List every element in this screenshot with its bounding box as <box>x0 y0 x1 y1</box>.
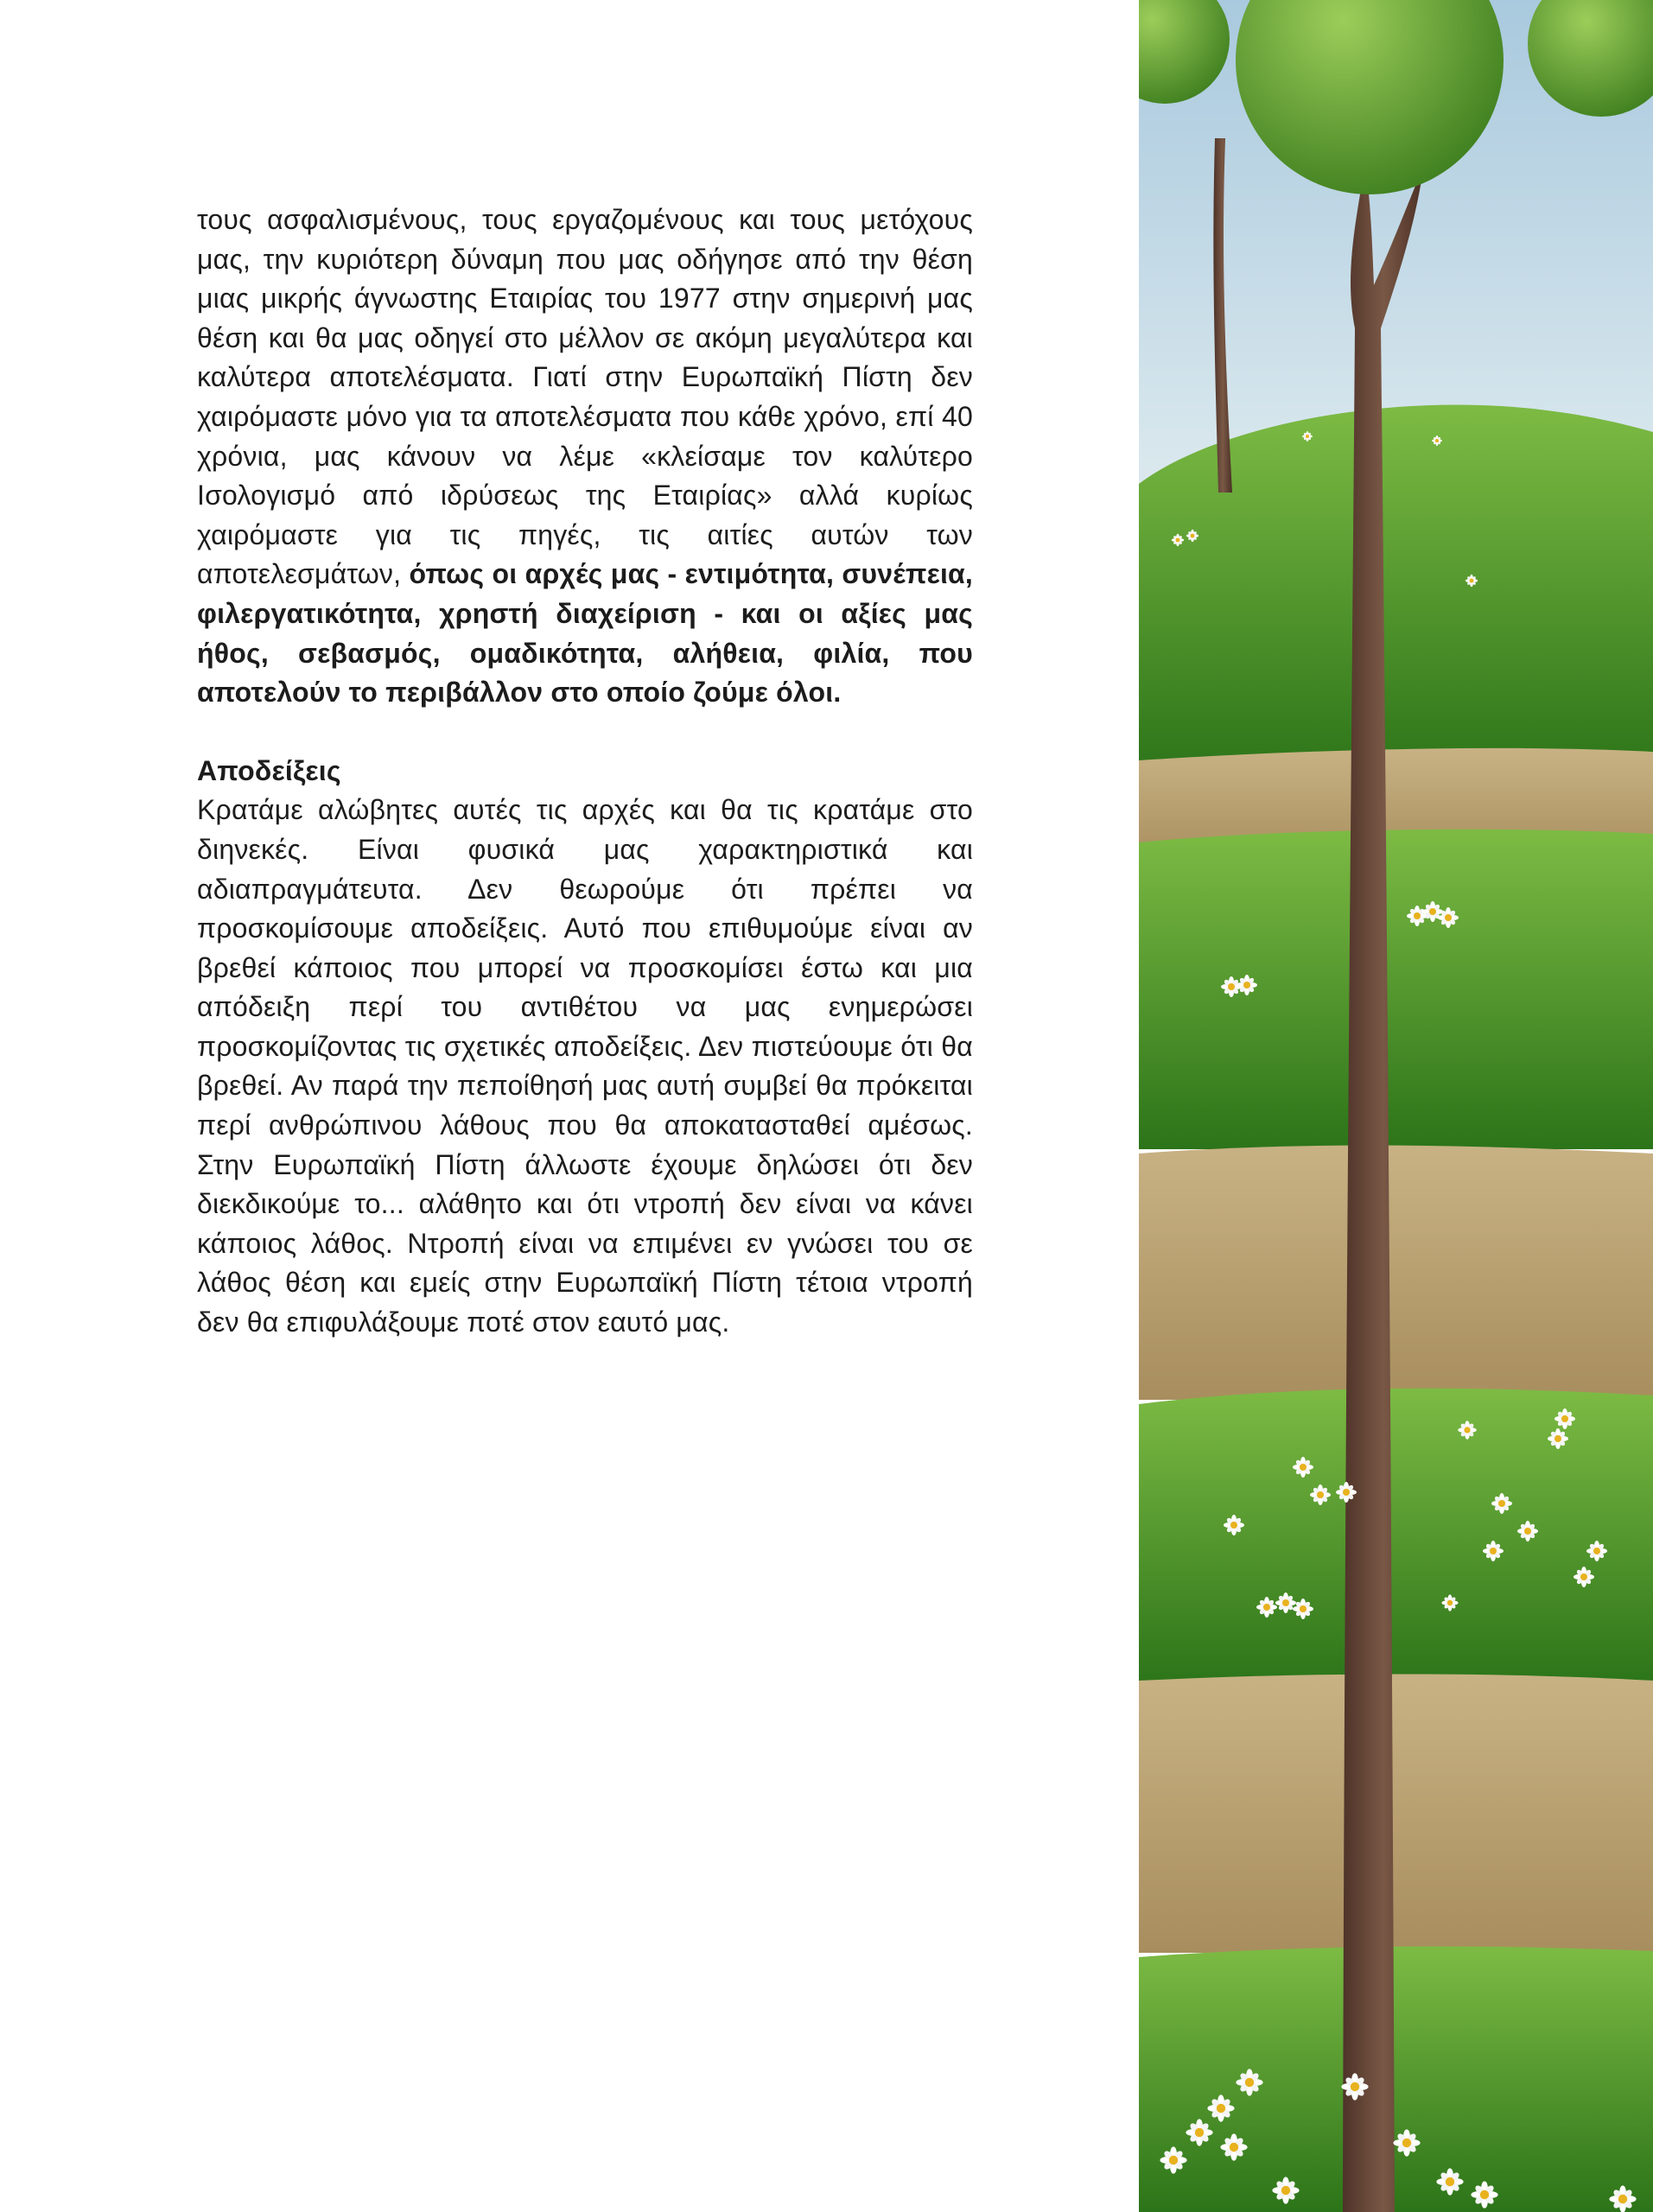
hill-top <box>1139 404 1653 778</box>
section-heading-apodeixeis: Αποδείξεις <box>197 754 341 786</box>
grass-band-3 <box>1139 1947 1653 2212</box>
intro-paragraph-text: τους ασφαλισμένους, τους εργαζομένους και τους μετόχους μας, την κυριότερη δύναμη που μας οδήγησε από την θέση μιας μικρής άγνωστης Εταιρίας του 1977 στην σημερινή μας θέση και θα μας οδηγεί στο μέλλον σε ακόμη μεγαλύτερα και καλύτερα αποτελέσματα. Γιατί στην Ευρωπαϊκή Πίστη δεν χαιρόμαστε μόνο για τα αποτελέσματα που κάθε χρόνο, επί 40 χρόνια, μας κάνουν να λέμε «κλείσαμε τον καλύτερο Ισολογισμό από ιδρύσεως της Εταιρίας» αλλά κυρίως χαιρόμαστε για τις πηγές, τις αιτίες αυτών των αποτελεσμάτων, <box>197 204 973 590</box>
grass-band-1 <box>1139 830 1653 1149</box>
article-text-column <box>197 200 973 1343</box>
soil-band-3 <box>1139 1675 1653 1954</box>
grass-band-2 <box>1139 1389 1653 1685</box>
intro-paragraph <box>197 200 973 713</box>
landscape-svg <box>1139 0 1653 2212</box>
landscape-illustration <box>1139 0 1653 2212</box>
proof-paragraph: Κρατάμε αλώβητες αυτές τις αρχές και θα τις κρατάμε στο διηνεκές. Είναι φυσικά μας χαρακτηριστικά και αδιαπραγμάτευτα. Δεν θεωρούμε ότι πρέπει να προσκομίσουμε αποδείξεις. Αυτό που επιθυμούμε είναι αν βρεθεί κάποιος που μπορεί να προσκομίσει έστω και μια απόδειξη περί του αντιθέτου να μας ενημερώσει προσκομίζοντας τις σχετικές αποδείξεις. Δεν πιστεύουμε ότι θα βρεθεί. Αν παρά την πεποίθησή μας αυτή συμβεί θα πρόκειται περί ανθρώπινου λάθους που θα αποκατασταθεί αμέσως. Στην Ευρωπαϊκή Πίστη άλλωστε έχουμε δηλώσει ότι δεν διεκδικούμε το... αλάθητο και ότι ντροπή δεν είναι να κάνει κάποιος λάθος. Ντροπή είναι να επιμένει εν γνώσει του σε λάθος θέση και εμείς στην Ευρωπαϊκή Πίστη τέτοια ντροπή δεν θα επιφυλάξουμε ποτέ στον εαυτό μας. <box>197 794 973 1338</box>
soil-band-2 <box>1139 1146 1653 1400</box>
principles-values-bold-text: όπως οι αρχές μας - εντιμότητα, συνέπεια, φιλεργατικότητα, χρηστή διαχείριση - και οι αξίες μας ήθος, σεβασμός, ομαδικότητα, αλήθεια, φιλία, που αποτελούν το περιβάλλον στο οποίο ζούμε όλοι. <box>197 558 974 709</box>
